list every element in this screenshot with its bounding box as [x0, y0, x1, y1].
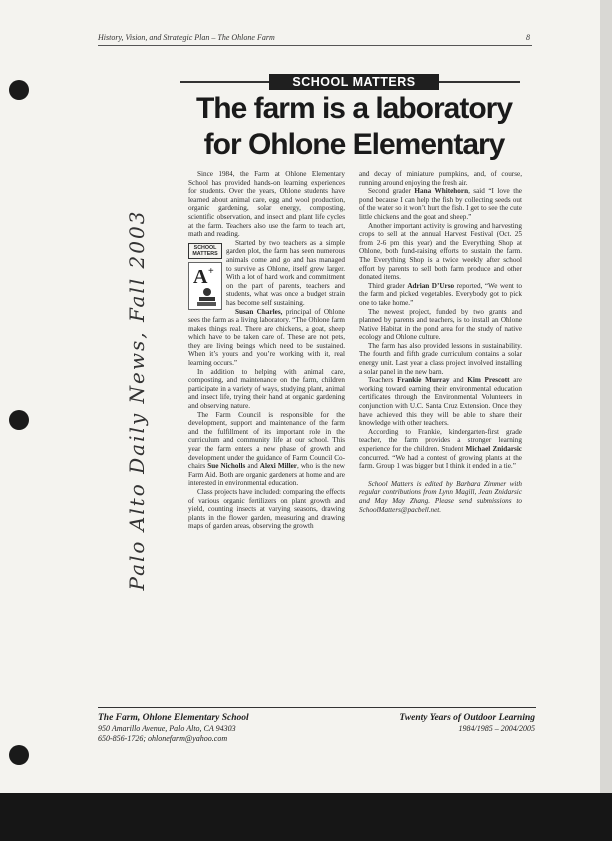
paragraph: Susan Charles, principal of Ohlone sees the farm as a living laboratory. “The Ohlone farm makes things real. There are chickens, a goat, sheep which have to be taken care of. These are not pets, they are living beings which need to be sustained. When it’s yours and you’re working with it, real learning occurs.”: [188, 307, 345, 368]
paragraph: In addition to helping with animal care, composting, and maintenance on the farm, children participate in a variety of ways, studying plant, animal and insect life, trying their hand at organic gardening and observing nature.: [188, 367, 345, 411]
footer-left: [98, 712, 249, 744]
section-banner: [180, 74, 520, 90]
svg-text:+: +: [208, 265, 214, 277]
running-header: [98, 33, 530, 42]
svg-text:A: A: [193, 265, 208, 288]
paragraph: The farm has also provided lessons in sustainability. The fourth and fifth grade curriculum contains a solar energy unit. Last year a class project involved installing a solar panel in the new barn.: [359, 341, 522, 376]
footer-school-name: The Farm, Ohlone Elementary School: [98, 713, 249, 723]
footer-rule: [98, 707, 536, 708]
paragraph: Since 1984, the Farm at Ohlone Elementary School has provided hands-on learning experiences for students. Over the years, Ohlone students have learned about animal care, egg and wool production, organic gardening, solar energy, composting, scientific observation, and insect and plant life cycles at the farm. Teachers also use the farm to teach art, math and reading.: [188, 170, 345, 239]
binder-hole-icon: [9, 745, 29, 765]
article-column-1: [188, 170, 345, 531]
paragraph: Another important activity is growing and harvesting crops to sell at the annual Harvest Festival (Oct. 25 from 2-6 pm this year) and the Everything Shop at Ohlone, both fund-raising efforts to sustain the farm. The Everything Shop is a twice weekly after school effort by parents to sell both farm produce and other donated items.: [359, 221, 522, 282]
paragraph: The newest project, funded by two grants and planned by parents and teachers, is to install an Ohlone Native Habitat in the pond area for the study of native ecology and Ohlone culture.: [359, 307, 522, 342]
paragraph: Class projects have included: comparing the effects of various organic fertilizers on plant growth and yield, counting insects at varying seasons, drawing plants in the flower garden, measuring and drawing maps of garden areas, observing the growth: [188, 487, 345, 531]
footer-years: 1984/1985 – 2004/2005: [458, 724, 535, 733]
article-column-2: [359, 170, 522, 514]
handwritten-note: Palo Alto Daily News, Fall 2003: [125, 209, 149, 591]
footer-tagline: Twenty Years of Outdoor Learning: [399, 713, 535, 723]
scan-bottom-band: [0, 793, 612, 841]
headline-line-2: for Ohlone Elementary: [203, 128, 505, 161]
school-matters-badge-icon: SCHOOL MATTERS: [188, 243, 222, 259]
binder-hole-icon: [9, 410, 29, 430]
a-plus-apple-books-icon: [188, 262, 222, 310]
sidebar-icons: [188, 243, 222, 313]
footer-address: 950 Amarillo Avenue, Palo Alto, CA 94303: [98, 724, 236, 733]
credit-text: School Matters is edited by Barbara Zimmer with regular contributions from Lynn Magill, Jean Znidarsic and May May Zhang. Please send submissions to SchoolMatters@pacbell.net.: [359, 479, 522, 514]
footer-right: [399, 712, 535, 734]
paragraph: The Farm Council is responsible for the development, support and maintenance of the farm and the fulfillment of its important role in the curriculum and community life at our school. This year the farm enters a new phase of growth and development under the guidance of Farm Council Co-chairs Sue Nicholls and Alexi Miller, who is the new Farm Aid. Both are organic gardeners at home and are interested in environmental education.: [188, 410, 345, 488]
running-title: History, Vision, and Strategic Plan – The Ohlone Farm: [98, 33, 275, 42]
footer-contact: 650-856-1726; ohlonefarm@yahoo.com: [98, 734, 228, 743]
paragraph: Third grader Adrian D’Urso reported, “We went to the farm and picked vegetables. Everybody got to pick one to take home.”: [359, 281, 522, 307]
paragraph: Started by two teachers as a simple garden plot, the farm has seen numerous animals come and go and has managed to survive as Ohlone, itself grew larger. With a lot of hard work and commitment on the part of parents, teachers and students, what was once a budget strain has become self sustaining.: [226, 238, 345, 307]
editor-credit: [359, 480, 522, 514]
header-rule: [98, 45, 532, 46]
binder-hole-icon: [9, 80, 29, 100]
paragraph: According to Frankie, kindergarten-first grade teacher, the farm provides a stronger learning experience for the children. Student Michael Znidarsic concurred. “We had a contest of growing plants at the farm. Group 1 was bigger but I think it ended in a tie.”: [359, 427, 523, 471]
paragraph: Second grader Hana Whitehorn, said “I love the pond because I can help the fish by collecting seeds out of the water so it won’t hurt the fish. I get to see the cute little chickens and the goat and sheep.”: [359, 187, 522, 221]
section-banner-label: SCHOOL MATTERS: [269, 74, 439, 90]
page-number: 8: [526, 33, 530, 42]
scan-edge: [600, 0, 612, 841]
paragraph: and decay of miniature pumpkins, and, of course, running around enjoying the fresh air.: [359, 170, 522, 187]
headline-line-1: The farm is a laboratory: [195, 92, 513, 125]
paragraph: Teachers Frankie Murray and Kim Prescott are working toward earning their environmental education certificates through the Environmental Volunteers in conjunction with U.C. Santa Cruz Extension. Once they have achieved this they will be able to share their knowledge with other teachers.: [359, 376, 522, 428]
